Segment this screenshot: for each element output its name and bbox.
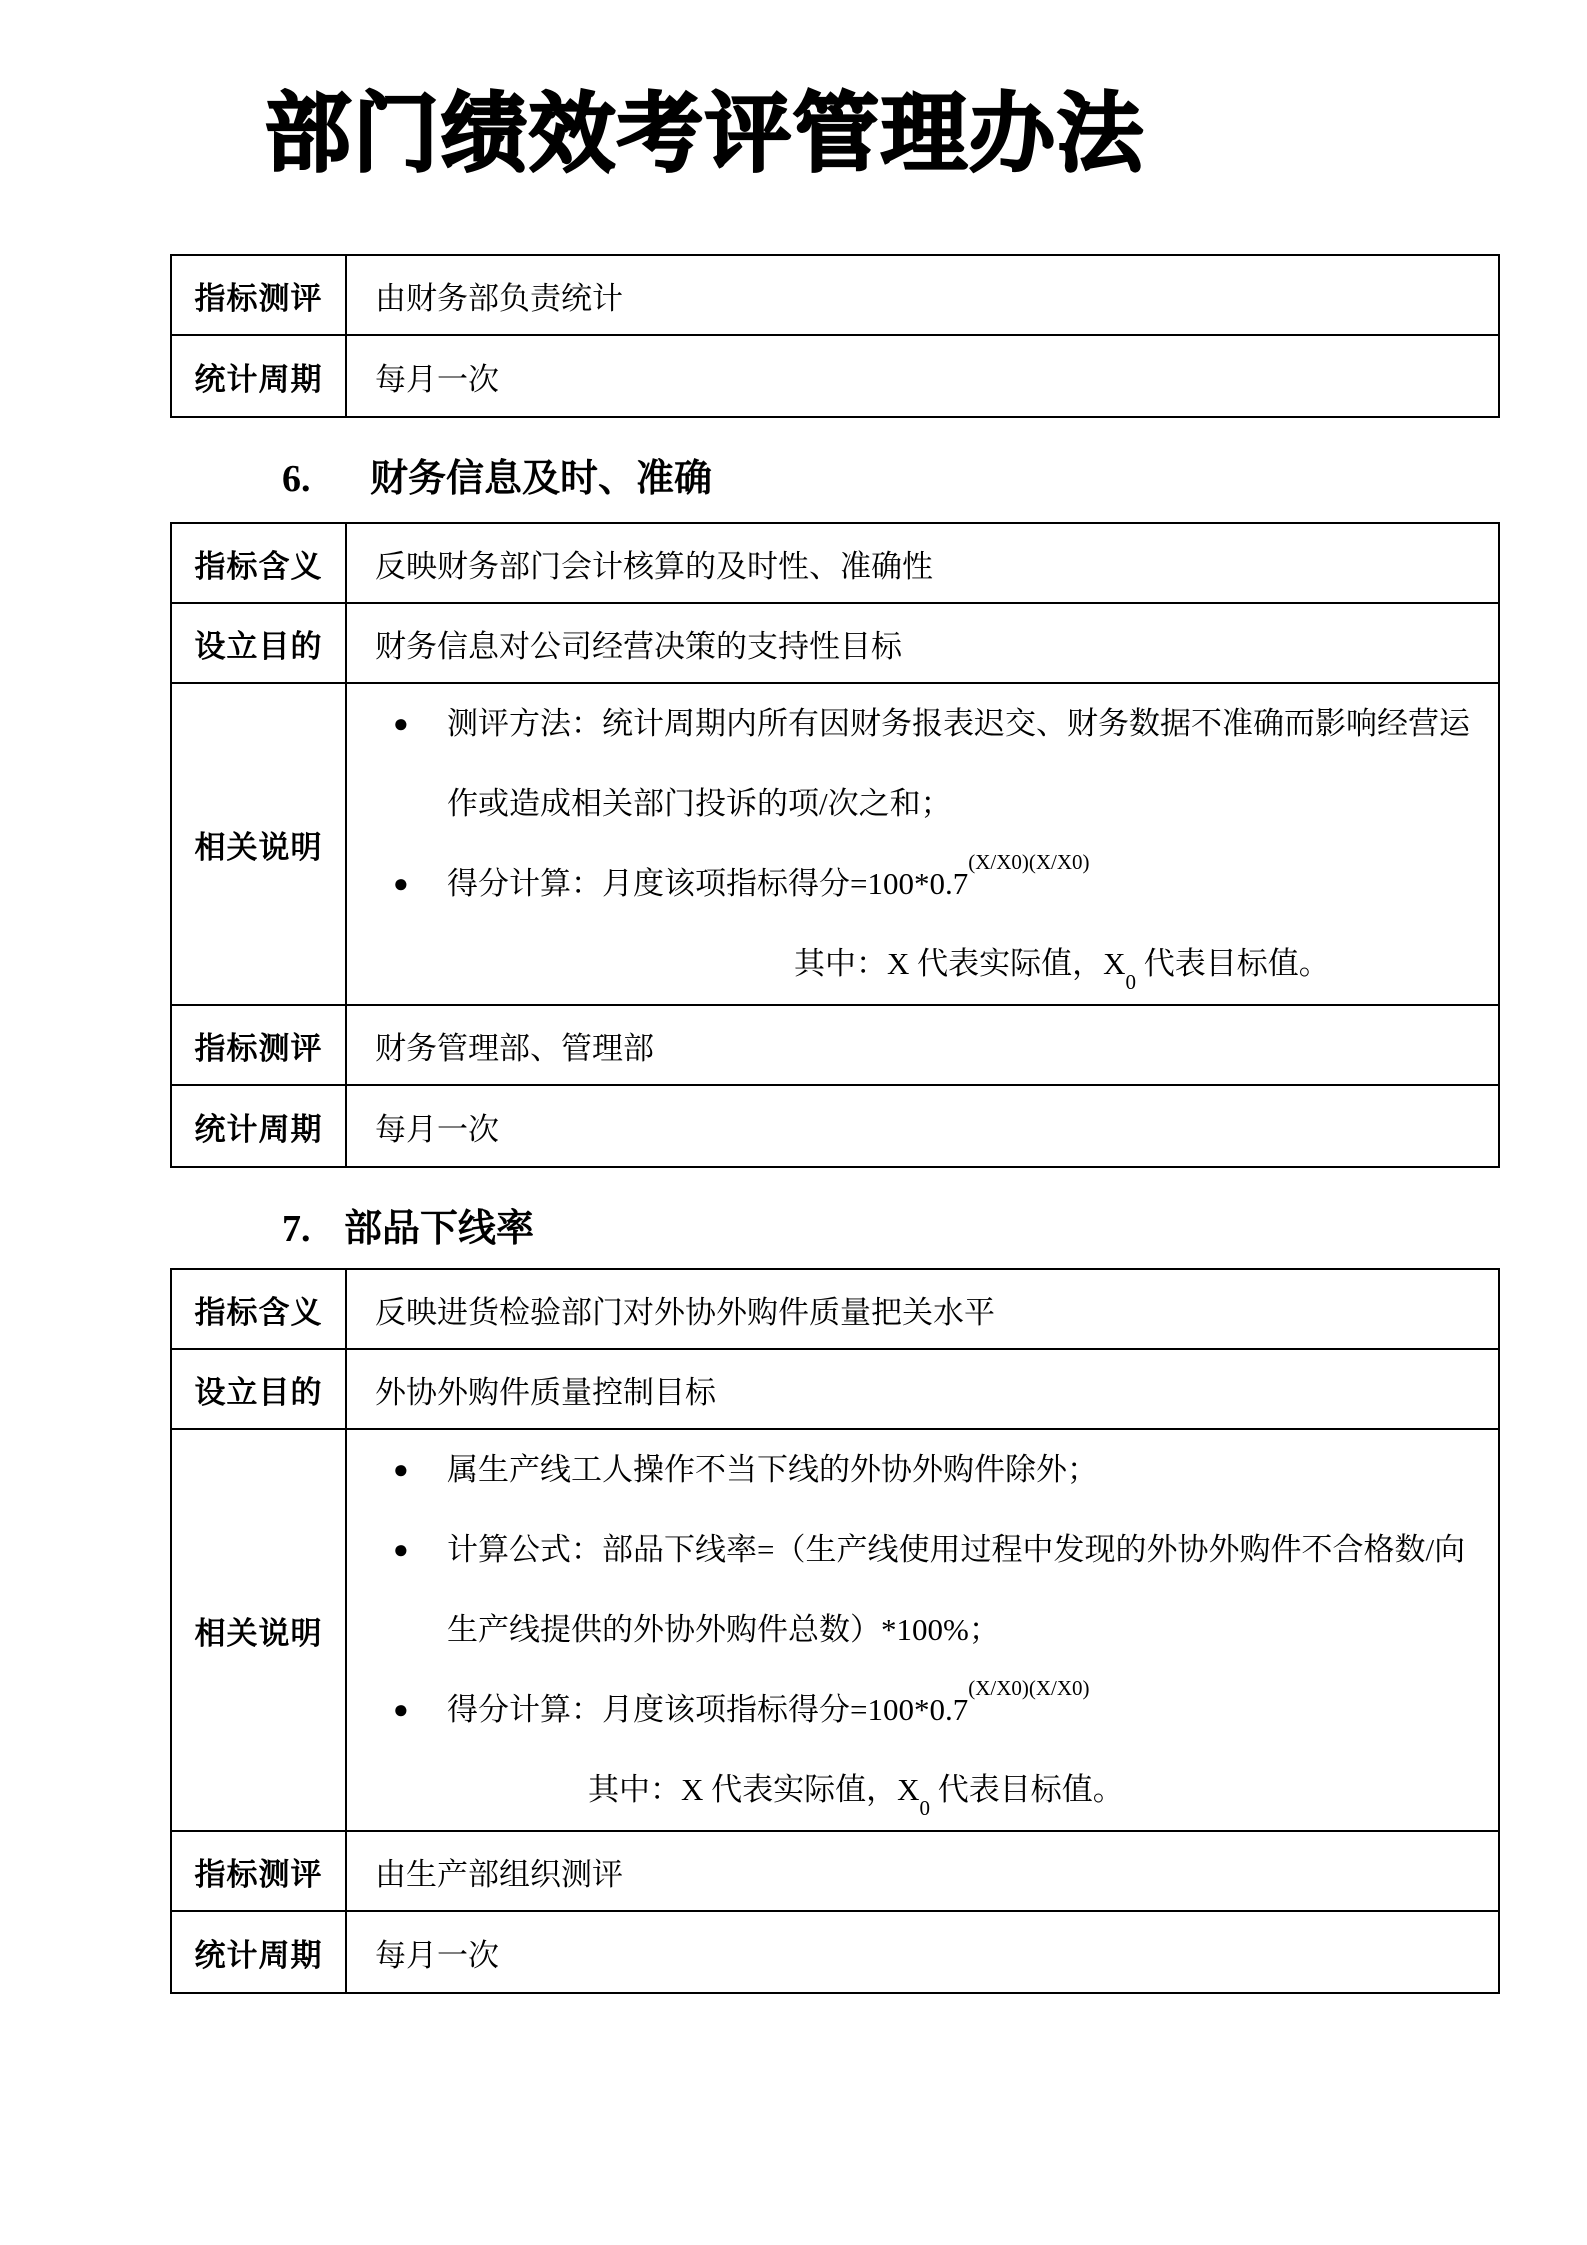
- section-6-heading: [282, 454, 1587, 504]
- note-plain-line: [347, 1750, 1478, 1830]
- table-row: [172, 1006, 1498, 1086]
- bullet-icon: ●: [393, 1455, 409, 1484]
- intro-table: [170, 254, 1500, 418]
- section-number: 7.: [282, 1208, 311, 1250]
- row-label: 统计周期: [172, 1086, 347, 1166]
- note-text: 代表目标值。: [1136, 946, 1330, 981]
- formula-superscript: (X/X0)(X/X0): [968, 1675, 1090, 1700]
- note-bullet-item: [347, 1430, 1478, 1510]
- bullet-icon: ●: [393, 1535, 409, 1564]
- section-7-table: [170, 1268, 1500, 1994]
- row-value: 反映进货检验部门对外协外购件质量把关水平: [375, 1294, 995, 1330]
- note-bullet-item: [347, 1510, 1478, 1670]
- bullet-icon: ●: [393, 1695, 409, 1724]
- bullet-icon: ●: [393, 869, 409, 898]
- bullet-text: [447, 849, 1090, 901]
- row-value: 每月一次: [375, 1111, 499, 1147]
- section-title: 部品下线率: [344, 1208, 535, 1250]
- row-value: 反映财务部门会计核算的及时性、准确性: [375, 548, 933, 584]
- table-row: [172, 1350, 1498, 1430]
- row-value: 每月一次: [375, 1937, 499, 1973]
- formula-text: 得分计算：月度该项指标得分=100*0.7: [447, 1692, 969, 1727]
- row-value: 外协外购件质量控制目标: [375, 1374, 716, 1410]
- table-row: [172, 256, 1498, 336]
- note-text: 其中：X 代表实际值，X: [794, 946, 1126, 981]
- table-row: [172, 1430, 1498, 1832]
- row-label: 指标测评: [172, 256, 347, 334]
- row-label: 指标测评: [172, 1006, 347, 1084]
- formula-superscript: (X/X0)(X/X0): [968, 849, 1090, 874]
- bullet-text: 属生产线工人操作不当下线的外协外购件除外；: [447, 1452, 1098, 1487]
- table-row: [172, 336, 1498, 416]
- note-bullet-item: [347, 844, 1478, 924]
- row-label: 设立目的: [172, 1350, 347, 1428]
- row-label: 指标含义: [172, 1270, 347, 1348]
- table-row: [172, 604, 1498, 684]
- subscript: 0: [1125, 970, 1137, 995]
- row-label: 统计周期: [172, 336, 347, 416]
- row-label: 相关说明: [172, 684, 347, 1004]
- row-value: 财务信息对公司经营决策的支持性目标: [375, 628, 902, 664]
- note-plain-line: [347, 924, 1478, 1004]
- document-title: 部门绩效考评管理办法: [265, 86, 1145, 182]
- table-row: [172, 684, 1498, 1006]
- bullet-text: 测评方法：统计周期内所有因财务报表迟交、财务数据不准确而影响经营运作或造成相关部门投诉的项/次之和；: [447, 706, 1470, 821]
- row-label: 指标含义: [172, 524, 347, 602]
- bullet-text: 计算公式：部品下线率=（生产线使用过程中发现的外协外购件不合格数/向生产线提供的外协外购件总数）*100%；: [447, 1532, 1466, 1647]
- note-text: 代表目标值。: [930, 1772, 1124, 1807]
- row-label: 相关说明: [172, 1430, 347, 1830]
- subscript: 0: [919, 1796, 931, 1821]
- note-bullet-item: [347, 684, 1478, 844]
- note-bullet-item: [347, 1670, 1478, 1750]
- row-value: 由财务部负责统计: [375, 280, 623, 316]
- row-value: 财务管理部、管理部: [375, 1030, 654, 1066]
- row-value: 每月一次: [375, 361, 499, 397]
- row-label: 设立目的: [172, 604, 347, 682]
- row-value: 由生产部组织测评: [375, 1856, 623, 1892]
- formula-text: 得分计算：月度该项指标得分=100*0.7: [447, 866, 969, 901]
- note-text: 其中：X 代表实际值，X: [588, 1772, 920, 1807]
- section-title: 财务信息及时、准确: [370, 458, 713, 500]
- related-notes-cell: [347, 684, 1498, 1004]
- section-number: 6.: [282, 458, 311, 500]
- bullet-icon: ●: [393, 709, 409, 738]
- table-row: [172, 1912, 1498, 1992]
- table-row: [172, 1832, 1498, 1912]
- bullet-text: [447, 1675, 1090, 1727]
- row-label: 统计周期: [172, 1912, 347, 1992]
- section-7-heading: [282, 1204, 1587, 1254]
- section-6-table: [170, 522, 1500, 1168]
- table-row: [172, 524, 1498, 604]
- table-row: [172, 1270, 1498, 1350]
- table-row: [172, 1086, 1498, 1166]
- row-label: 指标测评: [172, 1832, 347, 1910]
- related-notes-cell: [347, 1430, 1498, 1830]
